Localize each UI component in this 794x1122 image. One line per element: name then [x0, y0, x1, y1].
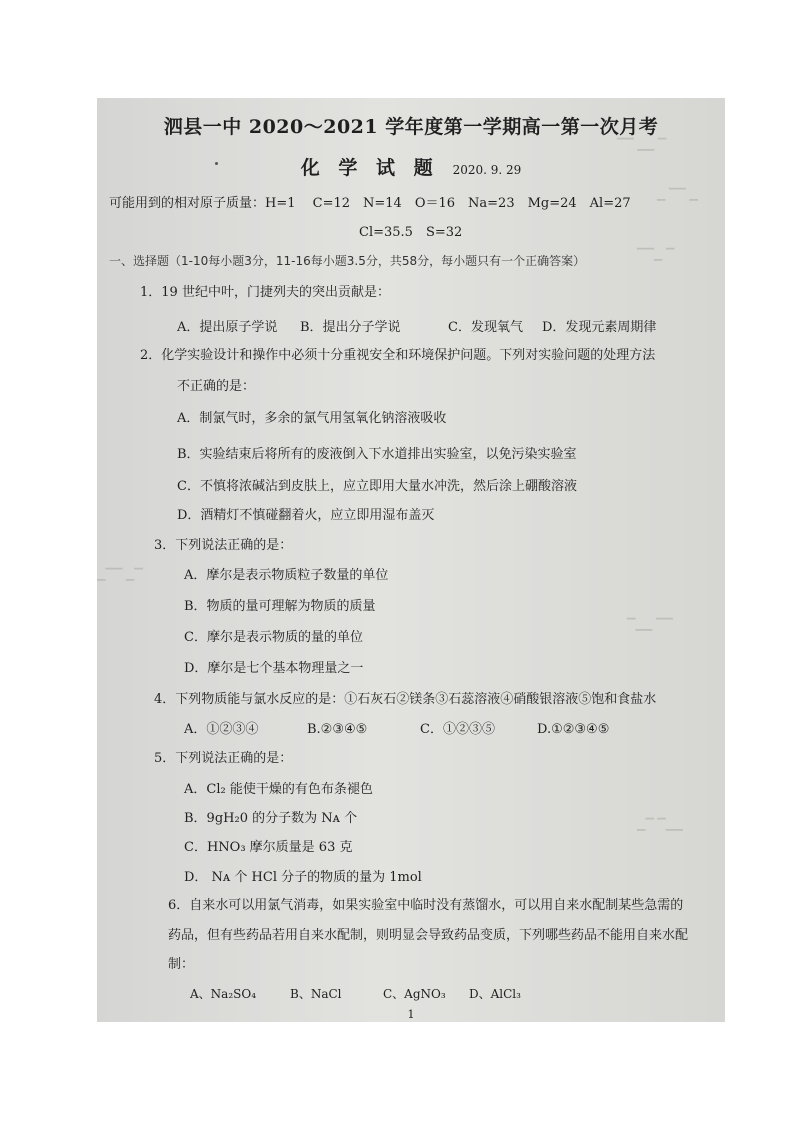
- section-heading: 一、选择题（1-10每小题3分，11-16每小题3.5分，共58分，每小题只有一个正确答案）: [109, 254, 586, 268]
- question-6-stem-cont-1: 药品，但有些药品若用自来水配制，则明显会导致药品变质，下列哪些药品不能用自来水配: [168, 928, 689, 943]
- question-5-option-a: A．Cl₂ 能使干燥的有色布条褪色: [184, 782, 373, 797]
- question-3-option-d: D．摩尔是七个基本物理量之一: [184, 661, 364, 676]
- question-3-option-b: B．物质的量可理解为物质的质量: [184, 599, 376, 614]
- exam-date: 2020. 9. 29: [452, 163, 522, 177]
- exam-title: 泗县一中 2020～2021 学年度第一学期高一第一次月考: [163, 116, 659, 138]
- bleed-through-texture: ▁▔▔ ▁▔: [97, 568, 143, 581]
- question-6-option-d: D、AlCl₃: [469, 987, 521, 1001]
- question-4-option-b: B.②③④⑤: [307, 722, 368, 737]
- question-6-stem: 6．自来水可以用氯气消毒，如果实验室中临时没有蒸馏水，可以用自来水配制某些急需的: [168, 898, 684, 913]
- question-6-option-b: B、NaCl: [290, 987, 342, 1001]
- question-1-option-d: D．发现元素周期律: [542, 320, 657, 335]
- bleed-through-texture: ▁ ▔▔ ▁: [657, 188, 698, 201]
- question-2-option-d: D．酒精灯不慎碰翻着火，应立即用湿布盖灭: [177, 508, 435, 523]
- question-1-stem: 1．19 世纪中叶，门捷列夫的突出贡献是：: [140, 285, 390, 300]
- question-2-option-a: A．制氯气时，多余的氯气用氢氧化钠溶液吸收: [177, 411, 447, 426]
- question-6-stem-cont-2: 制：: [168, 957, 195, 972]
- question-2-stem-cont: 不正确的是：: [177, 379, 256, 394]
- question-3-option-c: C．摩尔是表示物质的量的单位: [184, 630, 363, 645]
- question-5-option-b: B．9gH₂0 的分子数为 Nᴀ 个: [184, 811, 358, 826]
- exam-page: [97, 98, 725, 1022]
- question-4-option-a: A．①②③④: [184, 722, 259, 737]
- question-5-stem: 5．下列说法正确的是：: [154, 751, 293, 766]
- question-6-option-c: C、AgNO₃: [383, 987, 446, 1001]
- atomic-mass-line-2: Cl=35.5 S=32: [359, 225, 463, 240]
- question-4-option-c: C．①②③⑤: [420, 722, 495, 737]
- bleed-through-texture: ▔▔▁ ▔: [637, 248, 675, 261]
- bleed-through-texture: ▁▔ ▔▁▁: [637, 818, 683, 831]
- question-4-stem: 4．下列物质能与氯水反应的是：①石灰石②镁条③石蕊溶液④硝酸银溶液⑤饱和食盐水: [154, 692, 657, 707]
- question-1-option-c: C．发现氧气: [448, 320, 523, 335]
- atomic-mass-line-1: 可能用到的相对原子质量：H=1 C=12 N=14 O＝16 Na=23 Mg=24 Al=27: [109, 196, 631, 211]
- question-1-option-b: B．提出分子学说: [300, 320, 401, 335]
- ink-dot: [215, 162, 218, 165]
- question-3-stem: 3．下列说法正确的是：: [154, 538, 293, 553]
- question-5-option-c: C．HNO₃ 摩尔质量是 63 克: [184, 840, 353, 855]
- question-4-option-d: D.①②③④⑤: [537, 722, 610, 737]
- question-2-stem: 2．化学实验设计和操作中必须十分重视安全和环境保护问题。下列对实验问题的处理方法: [140, 348, 656, 363]
- bleed-through-texture: ▔▁▁ ▔▔: [627, 618, 673, 631]
- question-2-option-c: C．不慎将浓碱沾到皮肤上，应立即用大量水冲洗，然后涂上硼酸溶液: [177, 479, 577, 494]
- question-3-option-a: A．摩尔是表示物质粒子数量的单位: [184, 568, 389, 583]
- bleed-through-texture: ▔▔ ▁▁ ▔: [617, 138, 667, 151]
- exam-subtitle: [97, 153, 725, 180]
- question-1-option-a: A．提出原子学说: [177, 320, 278, 335]
- question-5-option-d: D． Nᴀ 个 HCl 分子的物质的量为 1mol: [184, 870, 422, 885]
- question-2-option-b: B．实验结束后将所有的废液倒入下水道排出实验室，以免污染实验室: [177, 447, 577, 462]
- page-number: 1: [407, 1008, 415, 1021]
- question-6-option-a: A、Na₂SO₄: [190, 987, 257, 1001]
- subject-title: 化 学 试 题: [300, 157, 439, 179]
